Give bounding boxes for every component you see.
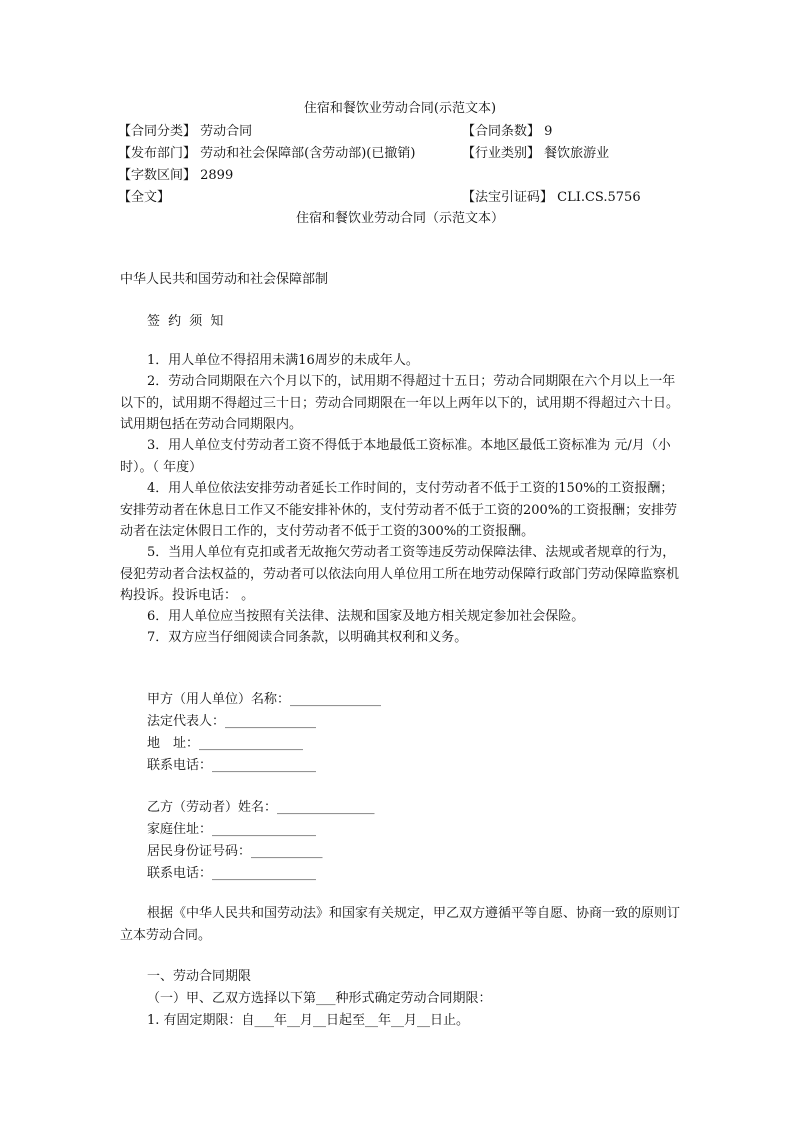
notice-6: 6．用人单位应当按照有关法律、法规和国家及地方相关规定参加社会保险。 (147, 609, 585, 624)
party-b-name-field[interactable]: 乙方（劳动者）姓名：_______________ (147, 800, 375, 815)
party-a-address-field[interactable]: 地 址：________________ (147, 736, 304, 751)
party-a-name-field[interactable]: 甲方（用人单位）名称：______________ (147, 692, 382, 707)
notice-5: 5．当用人单位有克扣或者无故拖欠劳动者工资等违反劳动保障法律、法规或者规章的行为，侵犯劳动者合法权益的，劳动者可以依法向用人单位用工所在地劳动保障行政部门劳动保障监察机构投诉。投诉电话： 。 (120, 545, 680, 603)
citation-code: 【法宝引证码】 CLI.CS.5756 (462, 190, 641, 205)
full-text-label: 【全文】 (118, 190, 171, 205)
notice-4: 4．用人单位依法安排劳动者延长工作时间的，支付劳动者不低于工资的150%的工资报酬；安排劳动者在休息日工作又不能安排补休的，支付劳动者不低于工资的200%的工资报酬；安排劳动者在法定休假日工作的，支付劳动者不低于工资的300%的工资报酬。 (120, 481, 678, 539)
body-title: 住宿和餐饮业劳动合同（示范文本） (295, 211, 504, 226)
preamble: 根据《中华人民共和国劳动法》和国家有关规定，甲乙双方遵循平等自愿、协商一致的原则订立本劳动合同。 (120, 906, 681, 943)
party-a-phone-field[interactable]: 联系电话：________________ (147, 758, 317, 773)
article-count: 【合同条数】 9 (462, 124, 553, 139)
industry-category: 【行业类别】 餐饮旅游业 (462, 146, 610, 161)
party-b-home-field[interactable]: 家庭住址：________________ (147, 822, 317, 837)
word-range: 【字数区间】 2899 (118, 168, 234, 183)
section-1-item-1: 1. 有固定期限：自___年__月__日起至__年__月__日止。 (147, 1013, 470, 1028)
party-a-legal-rep-field[interactable]: 法定代表人：______________ (147, 714, 317, 729)
notice-2: 2．劳动合同期限在六个月以下的，试用期不得超过十五日；劳动合同期限在六个月以上一年以下的，试用期不得超过三十日；劳动合同期限在一年以上两年以下的，试用期不得超过六十日。试用期包括在劳动合同期限内。 (120, 374, 680, 432)
section-1-title: 一、劳动合同期限 (147, 969, 252, 984)
notice-1: 1．用人单位不得招用未满16周岁的未成年人。 (147, 353, 419, 368)
notice-3: 3．用人单位支付劳动者工资不得低于本地最低工资标准。本地区最低工资标准为 元/月（小时）。（ 年度） (120, 438, 671, 475)
issuer: 中华人民共和国劳动和社会保障部制 (120, 272, 329, 287)
notice-7: 7．双方应当仔细阅读合同条款，以明确其权利和义务。 (147, 630, 468, 645)
party-b-phone-field[interactable]: 联系电话：________________ (147, 866, 317, 881)
contract-category: 【合同分类】 劳动合同 (118, 124, 253, 139)
document-title: 住宿和餐饮业劳动合同(示范文本) (303, 101, 497, 116)
party-b-id-field[interactable]: 居民身份证号码：___________ (147, 844, 323, 859)
publisher: 【发布部门】 劳动和社会保障部(含劳动部)(已撤销) (118, 146, 416, 161)
notice-heading: 签 约 须 知 (147, 314, 226, 329)
section-1-subheading: （一）甲、乙双方选择以下第___种形式确定劳动合同期限： (147, 991, 492, 1006)
